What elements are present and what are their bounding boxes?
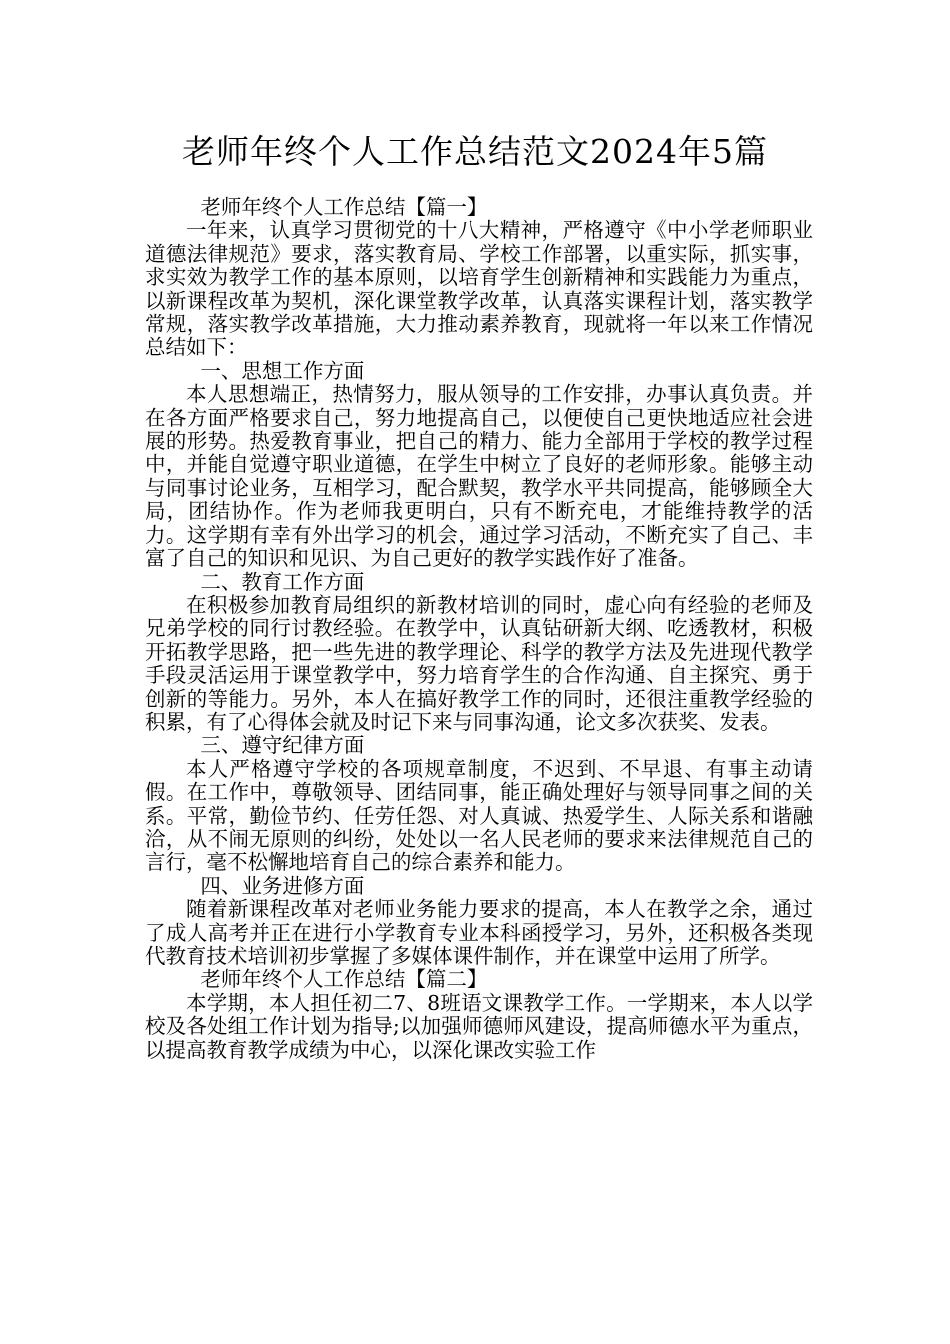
section-heading-discipline: 三、遵守纪律方面 xyxy=(200,733,365,758)
thought-paragraph: 本人思想端正，热情努力，服从领导的工作安排，办事认真负责。并在各方面严格要求自己，努力地提高自己，以便使自己更快地适应社会进展的形势。热爱教育事业，把自己的精力、能力全部用于学校的教学过程中，并能自觉遵守职业道德，在学生中树立了良好的老师形象。能够主动与同事讨论业务，互相学习，配合默契，教学水平共同提高，能够顾全大局，团结协作。作为老师我更明白，只有不断充电，才能维持教学的活力。这学期有幸有外出学习的机会，通过学习活动，不断充实了自己、丰富了自己的知识和见识、为自己更好的教学实践作好了准备。 xyxy=(145,382,813,571)
document-title: 老师年终个人工作总结范文2024年5篇 xyxy=(182,132,768,171)
part-two-paragraph: 本学期，本人担任初二7、8班语文课教学工作。一学期来，本人以学校及各处组工作计划为指导;以加强师德师风建设，提高师德水平为重点，以提高教育教学成绩为中心，以深化课改实验工作 xyxy=(145,990,813,1062)
section-heading-part-two: 老师年终个人工作总结【篇二】 xyxy=(200,967,488,992)
section-heading-part-one: 老师年终个人工作总结【篇一】 xyxy=(200,195,488,219)
education-paragraph: 在积极参加教育局组织的新教材培训的同时，虚心向有经验的老师及兄弟学校的同行讨教经验。在教学中，认真钻研新大纲、吃透教材，积极开拓教学思路，把一些先进的教学理论、科学的教学方法及先进现代教学手段灵活运用于课堂教学中，努力培育学生的合作沟通、自主探究、勇于创新的等能力。另外，本人在搞好教学工作的同时，还很注重教学经验的积累，有了心得体会就及时记下来与同事沟通，论文多次获奖、发表。 xyxy=(145,592,813,734)
study-paragraph: 随着新课程改革对老师业务能力要求的提高，本人在教学之余，通过了成人高考并正在进行小学教育专业本科函授学习，另外，还积极各类现代教育技术培训初步掌握了多媒体课件制作，并在课堂中运用了所学。 xyxy=(145,897,813,968)
section-heading-thought: 一、思想工作方面 xyxy=(200,358,365,383)
discipline-paragraph: 本人严格遵守学校的各项规章制度，不迟到、不早退、有事主动请假。在工作中，尊敬领导、团结同事，能正确处理好与领导同事之间的关系。平常，勤俭节约、任劳任怨、对人真诚、热爱学生、人际关系和谐融洽，从不闹无原则的纠纷，处处以一名人民老师的要求来法律规范自己的言行，毫不松懈地培育自己的综合素养和能力。 xyxy=(145,756,813,875)
section-heading-study: 四、业务进修方面 xyxy=(200,873,365,898)
intro-paragraph: 一年来，认真学习贯彻党的十八大精神，严格遵守《中小学老师职业道德法律规范》要求，落实教育局、学校工作部署，以重实际，抓实事，求实效为教学工作的基本原则，以培育学生创新精神和实践能力为重点，以新课程改革为契机，深化课堂教学改革，认真落实课程计划，落实教学常规，落实教学改革措施，大力推动素养教育，现就将一年以来工作情况总结如下： xyxy=(145,218,813,360)
section-heading-education: 二、教育工作方面 xyxy=(200,569,365,594)
document-body xyxy=(145,196,813,1062)
